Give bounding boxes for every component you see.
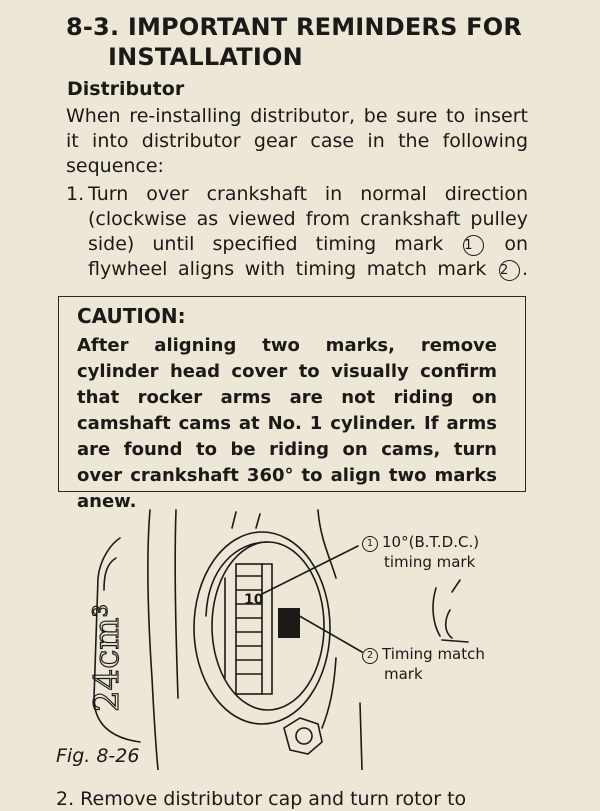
step-1-text-a: Turn over crankshaft in normal direction (clockwise as viewed from crankshaft pulley side) until specified timing mark [88,183,528,255]
step-1 [66,182,528,282]
figure-caption: Fig. 8-26 [56,745,140,767]
flywheel-scale-label: 10 [244,592,264,608]
section-heading [66,12,522,72]
callout-1-badge: 1 [362,536,378,552]
caution-box [58,296,526,512]
section-number: 8-3. [66,13,120,41]
flywheel-timing-illustration [0,498,600,770]
step-1-text-c: . [521,258,528,280]
step-1-number: 1. [66,183,85,205]
section-title-line1: IMPORTANT REMINDERS FOR [127,13,523,41]
step-1-text-b: on flywheel aligns with timing match mark [88,233,529,280]
step-1-text [66,182,528,282]
timing-mark-2-badge: 2 [499,260,520,281]
callout-2-line1: Timing match [382,645,485,663]
figure-8-26 [0,498,600,770]
casting-displacement-text: 24cm³ [87,603,127,712]
intro-paragraph: When re-installing distributor, be sure to insert it into distributor gear case in the following sequence: [66,105,528,177]
callout-2-line2: mark [384,665,423,683]
callout-1-line1: 10°(B.T.D.C.) [382,533,480,551]
caution-body: After aligning two marks, remove cylinder head cover to visually confirm that rocker arms are not riding on camshaft cams at No. 1 cylinder. If arms are found to be riding on cams, turn over crankshaft 360° to align two marks anew. [77,335,497,512]
caution-title: CAUTION: [77,304,186,328]
subheading: Distributor [67,78,185,100]
callout-match-mark [362,644,485,684]
callout-1-line2: timing mark [384,553,476,571]
timing-mark-1-badge: 1 [463,235,484,256]
callout-2-badge: 2 [362,648,378,664]
step-2-partial: 2. Remove distributor cap and turn rotor to [56,788,467,810]
callout-timing-mark [362,532,479,572]
section-title-line2: INSTALLATION [108,43,303,71]
